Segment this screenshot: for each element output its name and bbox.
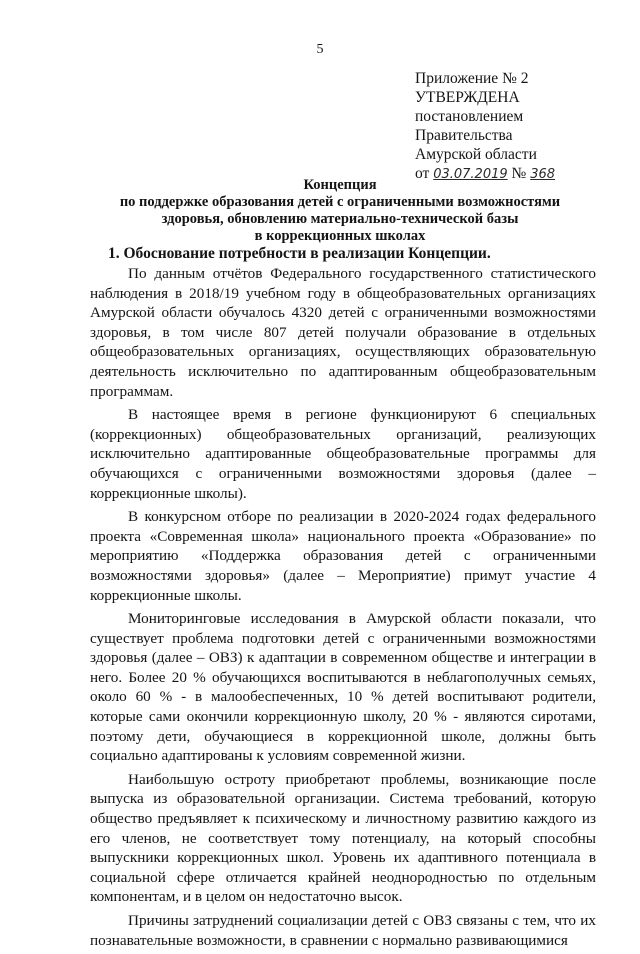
subtitle-line: здоровья, обновлению материально-технической базы bbox=[161, 211, 519, 227]
handwritten-number: 368 bbox=[530, 167, 556, 182]
paragraph: Мониторинговые исследования в Амурской области показали, что существует проблема подготовки детей с ограниченными возможностями здоровья (далее – ОВЗ) к адаптации в современном обществе и интеграции в него. Более 20 % обучающихся воспитываются в неблагополучных семьях, около 60 % - в малообеспеченных, 10 % детей воспитывают родители, которые сами окончили коррекционную школу, 20 % - являются сиротами, поэтому дети, обучающиеся в коррекционной школе, должны быть социально адаптированы к условиям современной жизни. bbox=[90, 610, 596, 765]
document-title: Концепция bbox=[303, 177, 377, 193]
approval-line: Приложение № 2 bbox=[415, 70, 529, 87]
paragraph: В конкурсном отборе по реализации в 2020-2024 годах федерального проекта «Современная школа» национального проекта «Образование» по мероприятию «Поддержка образования детей с ограниченными возможностями здоровья» (далее – Мероприятие) примут участие 4 коррекционные школы. bbox=[90, 508, 596, 604]
page-number: 5 bbox=[316, 42, 324, 57]
section-title: 1. Обоснование потребности в реализации Концепции. bbox=[108, 245, 491, 262]
approval-line: УТВЕРЖДЕНА bbox=[415, 89, 520, 106]
paragraph: Наибольшую остроту приобретают проблемы, возникающие после выпуска из образовательной организации. Система требований, которую общество предъявляет к психическому и личностному развитию каждого из его членов, не соответствует тому потенциалу, на который способны выпускники коррекционных школ. Уровень их адаптивного потенциала в социальной сфере отличается крайней неоднородностью по отдельным компонентам, и в целом он недостаточно высок. bbox=[90, 770, 596, 906]
document-body bbox=[90, 264, 596, 954]
document-subtitle bbox=[95, 194, 585, 245]
paragraph: По данным отчётов Федерального государственного статистического наблюдения в 2018/19 учебном году в общеобразовательных организациях Амурской области обучалось 4320 детей с ограниченными возможностями здоровья, в том числе 807 детей получали образование в отдельных общеобразовательных организациях, осуществляющих образовательную деятельность исключительно по адаптированным общеобразовательным программам. bbox=[90, 265, 596, 400]
approval-line: Правительства bbox=[415, 127, 513, 144]
paragraph: Причины затруднений социализации детей с ОВЗ связаны с тем, что их познавательные возможности, в сравнении с нормально развивающимися bbox=[90, 912, 596, 949]
approval-line: постановлением bbox=[415, 108, 524, 125]
subtitle-line: в коррекционных школах bbox=[254, 228, 426, 244]
paragraph: В настоящее время в регионе функционируют 6 специальных (коррекционных) общеобразовательных организаций, реализующих исключительно адаптированные общеобразовательные программы для обучающихся с ограниченными возможностями здоровья (далее – коррекционные школы). bbox=[90, 406, 596, 502]
handwritten-date: 03.07.2019 bbox=[433, 167, 508, 182]
number-prefix: № bbox=[511, 165, 527, 182]
subtitle-line: по поддержке образования детей с ограниченными возможностями bbox=[119, 194, 561, 210]
approval-line: Амурской области bbox=[415, 146, 537, 163]
date-prefix: от bbox=[415, 165, 430, 182]
approval-block bbox=[415, 69, 555, 184]
